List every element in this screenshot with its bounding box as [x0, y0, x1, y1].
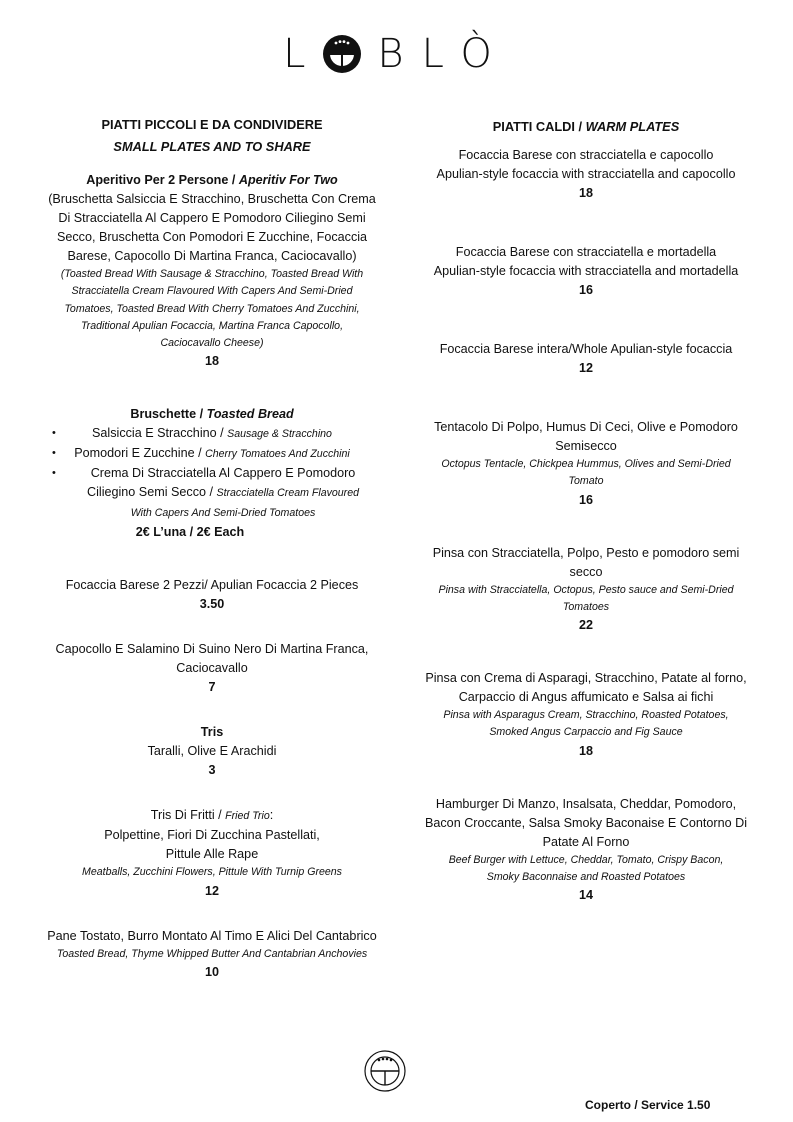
tris-title: Tris: [200, 725, 224, 740]
list-item: [42, 424, 382, 444]
bruschetta-item-it: Salsiccia E Stracchino /: [92, 426, 228, 441]
bruschette-title-en: Toasted Bread: [206, 407, 294, 422]
item-en-2: Tomato: [568, 475, 604, 488]
pane-it: Pane Tostato, Burro Montato Al Timo E Alici Del Cantabrico: [47, 928, 377, 943]
menu-item-pinsa-asparagi: [416, 669, 756, 761]
fritti-title-en: Fried Trio: [225, 810, 270, 823]
aperitivo-title-en: Aperitiv For Two: [238, 173, 338, 187]
section-title-warm-plates: [416, 116, 756, 138]
aperitivo-desc-en-5: Caciocavallo Cheese): [160, 337, 264, 350]
aperitivo-desc-en-2: Stracciatella Cream Flavoured With Capers And Semi-Dried: [71, 285, 353, 298]
list-item: [42, 464, 382, 523]
menu-item-hamburger: [416, 795, 756, 906]
item-line-1: Focaccia Barese intera/Whole Apulian-style focaccia: [439, 342, 733, 356]
menu-item-octopus: [416, 418, 756, 510]
item-en-1: Octopus Tentacle, Chickpea Hummus, Olives and Semi-Dried: [441, 458, 731, 470]
fritti-line-2: Pittule Alle Rape: [165, 847, 259, 862]
fritti-title: [42, 806, 382, 826]
item-en-2: Tomatoes: [562, 600, 610, 613]
item-line-2: secco: [569, 564, 603, 579]
aperitivo-title-it: Aperitivo Per 2 Persone /: [86, 173, 239, 187]
fritti-en: Meatballs, Zucchini Flowers, Pittule With Turnip Greens: [82, 866, 342, 879]
menu-item-focaccia-intera: [416, 340, 756, 378]
capocollo-line-2: Caciocavallo: [176, 661, 248, 676]
bruschetta-item-en: Sausage & Stracchino: [227, 428, 332, 441]
right-column: [416, 116, 756, 905]
focaccia-name: Focaccia Barese 2 Pezzi/ Apulian Focaccia 2 Pieces: [65, 578, 359, 593]
item-line-1: Focaccia Barese con stracciatella e capocollo: [458, 148, 714, 162]
aperitivo-desc-it-2: Di Stracciatella Al Cappero E Pomodoro Ciliegino Semi: [58, 211, 366, 225]
focaccia-price: 3.50: [199, 597, 225, 612]
bruschette-title-it: Bruschette /: [130, 407, 207, 422]
section-title-small-plates: PIATTI PICCOLI E DA CONDIVIDERE: [101, 117, 323, 132]
item-price: 16: [578, 283, 593, 297]
item-price: 22: [578, 618, 593, 633]
aperitivo-desc-en-3: Tomatoes, Toasted Bread With Cherry Tomatoes And Zucchini,: [64, 302, 360, 315]
pane-price: 10: [204, 965, 219, 980]
item-line-2: Semisecco: [555, 439, 617, 453]
item-line-2: Apulian-style focaccia with stracciatella and capocollo: [436, 167, 736, 181]
aperitivo-desc-it-4: Barese, Capocollo Di Martina Franca, Caciocavallo): [67, 249, 357, 263]
bruschette-list: [42, 424, 382, 523]
item-en-1: Beef Burger with Lettuce, Cheddar, Tomato, Crispy Bacon,: [448, 853, 724, 866]
item-price: 18: [578, 186, 593, 200]
pane-en: Toasted Bread, Thyme Whipped Butter And Cantabrian Anchovies: [56, 947, 368, 960]
item-line-3: Patate Al Forno: [542, 834, 630, 849]
item-en-2: Smoked Angus Carpaccio and Fig Sauce: [489, 726, 683, 739]
brand-letters-blo: BLÒ: [377, 31, 510, 77]
item-line-1: Tentacolo Di Polpo, Humus Di Ceci, Olive e Pomodoro: [434, 420, 738, 434]
fritti-price: 12: [204, 883, 219, 898]
aperitivo-desc-en-1: (Toasted Bread With Sausage & Stracchino, Toasted Bread With: [60, 268, 364, 280]
menu-item-focaccia-mortadella: [416, 243, 756, 300]
section-title-warm-en: WARM PLATES: [585, 119, 680, 134]
item-line-2: Apulian-style focaccia with stracciatella and mortadella: [433, 264, 739, 278]
item-line-2: Carpaccio di Angus affumicato e Salsa ai fichi: [458, 690, 714, 705]
brand-logo: [0, 28, 793, 80]
fritti-title-it: Tris Di Fritti /: [150, 808, 226, 823]
fritti-colon: :: [269, 808, 274, 823]
aperitivo-desc-en-4: Traditional Apulian Focaccia, Martina Franca Capocollo,: [80, 319, 344, 332]
tris-price: 3: [208, 763, 216, 778]
item-line-1: Hamburger Di Manzo, Insalsata, Cheddar, Pomodoro,: [435, 796, 737, 811]
item-price: 14: [578, 888, 593, 903]
bruschetta-item-en: Cherry Tomatoes And Zucchini: [205, 448, 350, 461]
item-price: 18: [578, 743, 593, 758]
bruschette-price: 2€ L’una / 2€ Each: [135, 525, 245, 540]
menu-item-focaccia-capocollo: [416, 146, 756, 203]
bruschetta-item-it-2: Ciliegino Semi Secco /: [87, 485, 217, 500]
capocollo-price: 7: [208, 680, 216, 695]
bruschetta-item-en: Stracciatella Cream Flavoured: [216, 487, 359, 500]
item-line-1: Pinsa con Stracciatella, Polpo, Pesto e pomodoro semi: [432, 545, 740, 560]
footer-emblem-icon: [364, 1050, 406, 1092]
capocollo-line-1: Capocollo E Salamino Di Suino Nero Di Martina Franca,: [55, 642, 369, 657]
bruschette-title: [42, 405, 382, 424]
aperitivo-title: [42, 171, 382, 190]
aperitivo-price: 18: [204, 354, 219, 369]
coperto-service-charge: Coperto / Service 1.50: [585, 1098, 711, 1112]
bruschetta-item-it: Pomodori E Zucchine /: [74, 446, 206, 461]
list-item: [42, 444, 382, 464]
item-en-1: Pinsa with Stracciatella, Octopus, Pesto sauce and Semi-Dried: [438, 583, 734, 596]
section-title-warm-it: PIATTI CALDI /: [492, 119, 586, 134]
tris-name: Taralli, Olive E Arachidi: [147, 744, 277, 759]
menu-item-pinsa-polpo: [416, 544, 756, 636]
item-line-1: Pinsa con Crema di Asparagi, Stracchino, Patate al forno,: [425, 671, 747, 686]
logo-emblem-icon: [321, 33, 363, 75]
item-line-2: Bacon Croccante, Salsa Smoky Baconaise E Contorno Di: [424, 815, 747, 830]
bruschetta-item-it: Crema Di Stracciatella Al Cappero E Pomodoro: [90, 466, 356, 481]
brand-letter-l: L: [283, 31, 324, 77]
item-en-2: Smoky Baconnaise and Roasted Potatoes: [486, 871, 686, 884]
item-line-1: Focaccia Barese con stracciatella e mortadella: [455, 245, 717, 259]
section-subtitle-small-plates: SMALL PLATES AND TO SHARE: [113, 139, 311, 154]
fritti-line-1: Polpettine, Fiori Di Zucchina Pastellati,: [104, 828, 320, 843]
item-price: 16: [578, 492, 593, 507]
bruschetta-item-en-2: With Capers And Semi-Dried Tomatoes: [130, 507, 316, 520]
aperitivo-desc-it-3: Secco, Bruschetta Con Pomodori E Zucchine, Focaccia: [56, 230, 368, 244]
item-price: 12: [578, 361, 593, 375]
item-en-1: Pinsa with Asparagus Cream, Stracchino, Roasted Potatoes,: [443, 709, 729, 722]
aperitivo-desc-it-1: (Bruschetta Salsiccia E Stracchino, Bruschetta Con Crema: [48, 192, 376, 206]
left-column: [42, 114, 382, 982]
